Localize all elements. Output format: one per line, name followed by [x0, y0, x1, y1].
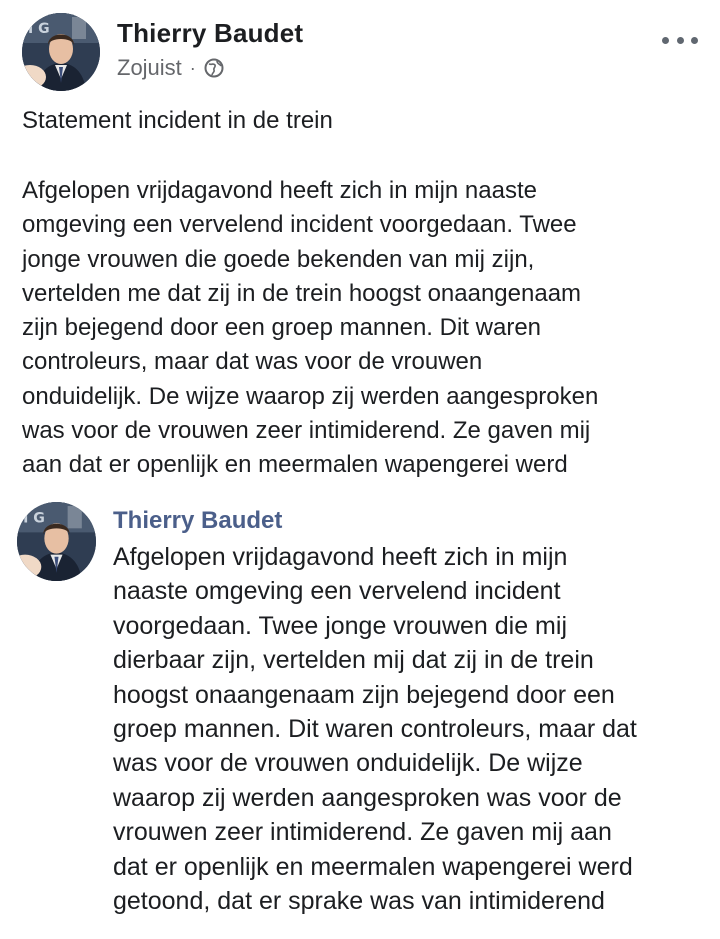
post-body-line: controleurs, maar dat was voor de vrouwen: [22, 348, 483, 376]
comment-text-line: groep mannen. Dit waren controleurs, maar dat: [113, 715, 637, 744]
more-dot: [691, 37, 698, 44]
comment-text-line: waarop zij werden aangesproken was voor de: [113, 783, 622, 812]
post-body-line: was voor de vrouwen zeer intimiderend. Ze gaven mij: [22, 417, 591, 445]
meta-separator: ·: [189, 57, 196, 78]
comment-text-line: getoond, dat er sprake was van intimiderend: [113, 887, 605, 916]
globe-icon[interactable]: [204, 58, 224, 78]
comment-text-line: dat er openlijk en meermalen wapengerei werd: [113, 852, 633, 881]
post-body-line: zijn bejegend door een groep mannen. Dit waren: [22, 314, 542, 342]
post-title: Statement incident in de trein: [22, 107, 333, 134]
svg-text:I G: I G: [23, 510, 45, 527]
comment-text-line: hoogst onaangenaam zijn bejegend door een: [113, 680, 615, 709]
post-body-line: jonge vrouwen die goede bekenden van mij zijn,: [22, 245, 535, 273]
post-body-line: omgeving een vervelend incident voorgedaan. Twee: [22, 211, 577, 239]
avatar[interactable]: [22, 13, 100, 91]
comment-avatar[interactable]: [17, 502, 96, 581]
svg-text:I G: I G: [28, 21, 50, 37]
post-body-line: onduidelijk. De wijze waarop zij werden aangesproken: [22, 382, 599, 410]
comment-text: [113, 540, 713, 918]
more-dot: [662, 37, 669, 44]
comment: [113, 505, 713, 918]
post-timestamp[interactable]: Zojuist: [117, 55, 182, 80]
profile-photo: [22, 13, 100, 91]
post-body-line: Afgelopen vrijdagavond heeft zich in mijn naaste: [22, 177, 537, 204]
comment-text-line: dierbaar zijn, vertelden mij dat zij in de trein: [113, 646, 594, 675]
comment-author-name[interactable]: Thierry Baudet: [113, 507, 283, 534]
comment-text-line: vrouwen zeer intimiderend. Ze gaven mij aan: [113, 818, 612, 847]
post-body: [22, 174, 702, 483]
comment-text-line: naaste omgeving een vervelend incident: [113, 577, 561, 606]
post-body-line: aan dat er openlijk en meermalen wapengerei werd: [22, 451, 568, 479]
comment-text-line: was voor de vrouwen onduidelijk. De wijze: [113, 749, 583, 778]
more-dot: [677, 37, 684, 44]
more-options-icon[interactable]: [662, 30, 698, 50]
comment-text-line: voorgedaan. Twee jonge vrouwen die mij: [113, 611, 567, 640]
profile-photo: [17, 502, 96, 581]
comment-text-line: Afgelopen vrijdagavond heeft zich in mijn: [113, 543, 568, 571]
post-meta: [117, 55, 224, 81]
post-body-line: vertelden me dat zij in de trein hoogst onaangenaam: [22, 279, 582, 307]
post-author-name[interactable]: Thierry Baudet: [117, 18, 304, 48]
